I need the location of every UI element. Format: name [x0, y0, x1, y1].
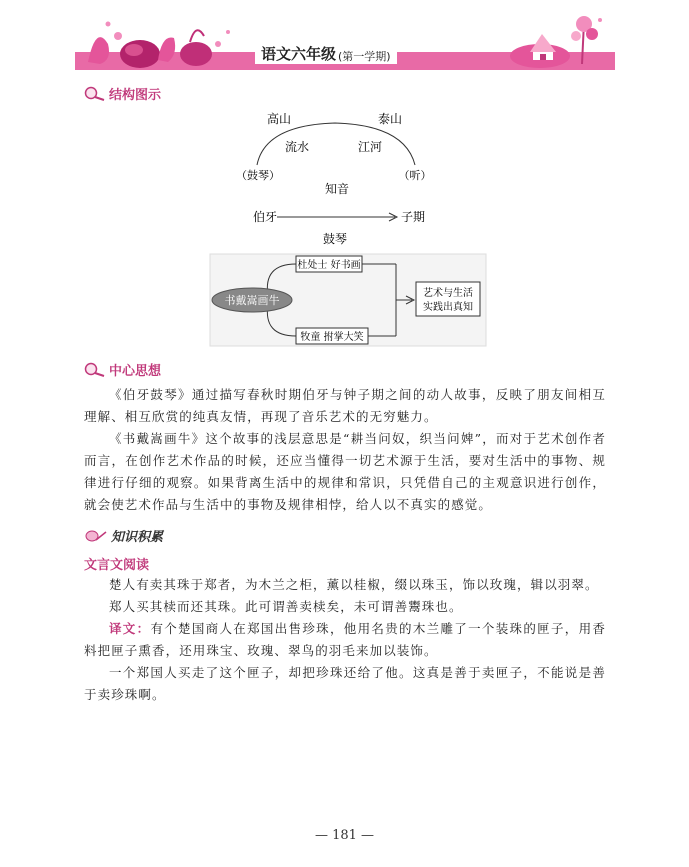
text-jianghe: 江河 — [357, 140, 383, 154]
text-bottom-box: 牧童 拊掌大笑 — [300, 332, 364, 343]
text-guqin-paren: （鼓琴） — [236, 169, 280, 182]
magnifier-icon — [84, 86, 106, 102]
classical-paragraph-2: 郑人买其椟而还其珠。此可谓善卖椟矣，未可谓善鬻珠也。 — [109, 599, 463, 614]
header-title — [255, 40, 397, 64]
leaf-pen-icon — [84, 528, 108, 544]
magnifier-icon — [84, 362, 106, 378]
book-title: 语文六年级 — [261, 45, 337, 63]
text-taishan: 泰山 — [377, 112, 403, 126]
text-top-box: 杜处士 好书画 — [297, 260, 361, 271]
text-ziqi: 子期 — [400, 210, 426, 224]
text-ting-paren: （听） — [398, 169, 432, 182]
right-house-decoration-icon — [500, 12, 615, 72]
text-zhiyin: 知音 — [324, 182, 350, 196]
translation-paragraph-1 — [84, 618, 606, 662]
book-subtitle: (第一学期) — [338, 50, 391, 63]
left-flower-decoration-icon — [78, 14, 238, 72]
text-boya: 伯牙 — [252, 210, 278, 224]
translation-text-1: 有个楚国商人在郑国出售珍珠，他用名贵的木兰雕了一个装珠的匣子，用香料把匣子熏香，还用珠宝、玫瑰、翠鸟的羽毛来加以装饰。 — [84, 621, 606, 658]
boya-diagram — [225, 105, 445, 250]
text-center-topic: 书戴嵩画牛 — [224, 294, 280, 307]
translation-label: 译文： — [109, 621, 151, 636]
text-liushui: 流水 — [284, 140, 310, 154]
translation-paragraph-2: 一个郑国人买走了这个匣子，却把珍珠还给了他。这真是善于卖匣子，不能说是善于卖珍珠啊。 — [84, 665, 606, 702]
text-gaoshan: 高山 — [266, 112, 292, 126]
page-number: — 181 — — [314, 828, 375, 843]
daisong-diagram — [208, 252, 488, 348]
knowledge-heading: 知识积累 — [84, 526, 163, 545]
central-idea-text — [84, 384, 606, 516]
text-guqin: 鼓琴 — [322, 232, 348, 246]
structure-heading: 结构图示 — [84, 84, 161, 103]
text-result-line1: 艺术与生活 — [423, 288, 473, 299]
classical-reading-heading: 文言文阅读 — [84, 558, 150, 573]
central-idea-paragraph-1: 《伯牙鼓琴》通过描写春秋时期伯牙与钟子期之间的动人故事，反映了朋友间相互理解、相互欣赏的纯真友情，再现了音乐艺术的无穷魅力。 — [84, 387, 606, 424]
central-idea-paragraph-2: 《书戴嵩画牛》这个故事的浅层意思是“耕当问奴，织当问婢”，而对于艺术创作者而言，在创作艺术作品的时候，还应当懂得一切艺术源于生活，要对生活中的事物、规律进行仔细的观察。如果背离生活中的规律和常识，只凭借自己的主观意识进行创作，就会使艺术作品与生活中的事物及规律相悖，给人以不真实的感觉。 — [84, 431, 606, 512]
classical-text — [84, 574, 606, 706]
text-result-line2: 实践出真知 — [423, 302, 473, 313]
classical-paragraph-1: 楚人有卖其珠于郑者，为木兰之柜，薰以桂椒，缀以珠玉，饰以玫瑰，辑以羽翠。 — [109, 577, 599, 592]
central-idea-heading: 中心思想 — [84, 360, 161, 379]
